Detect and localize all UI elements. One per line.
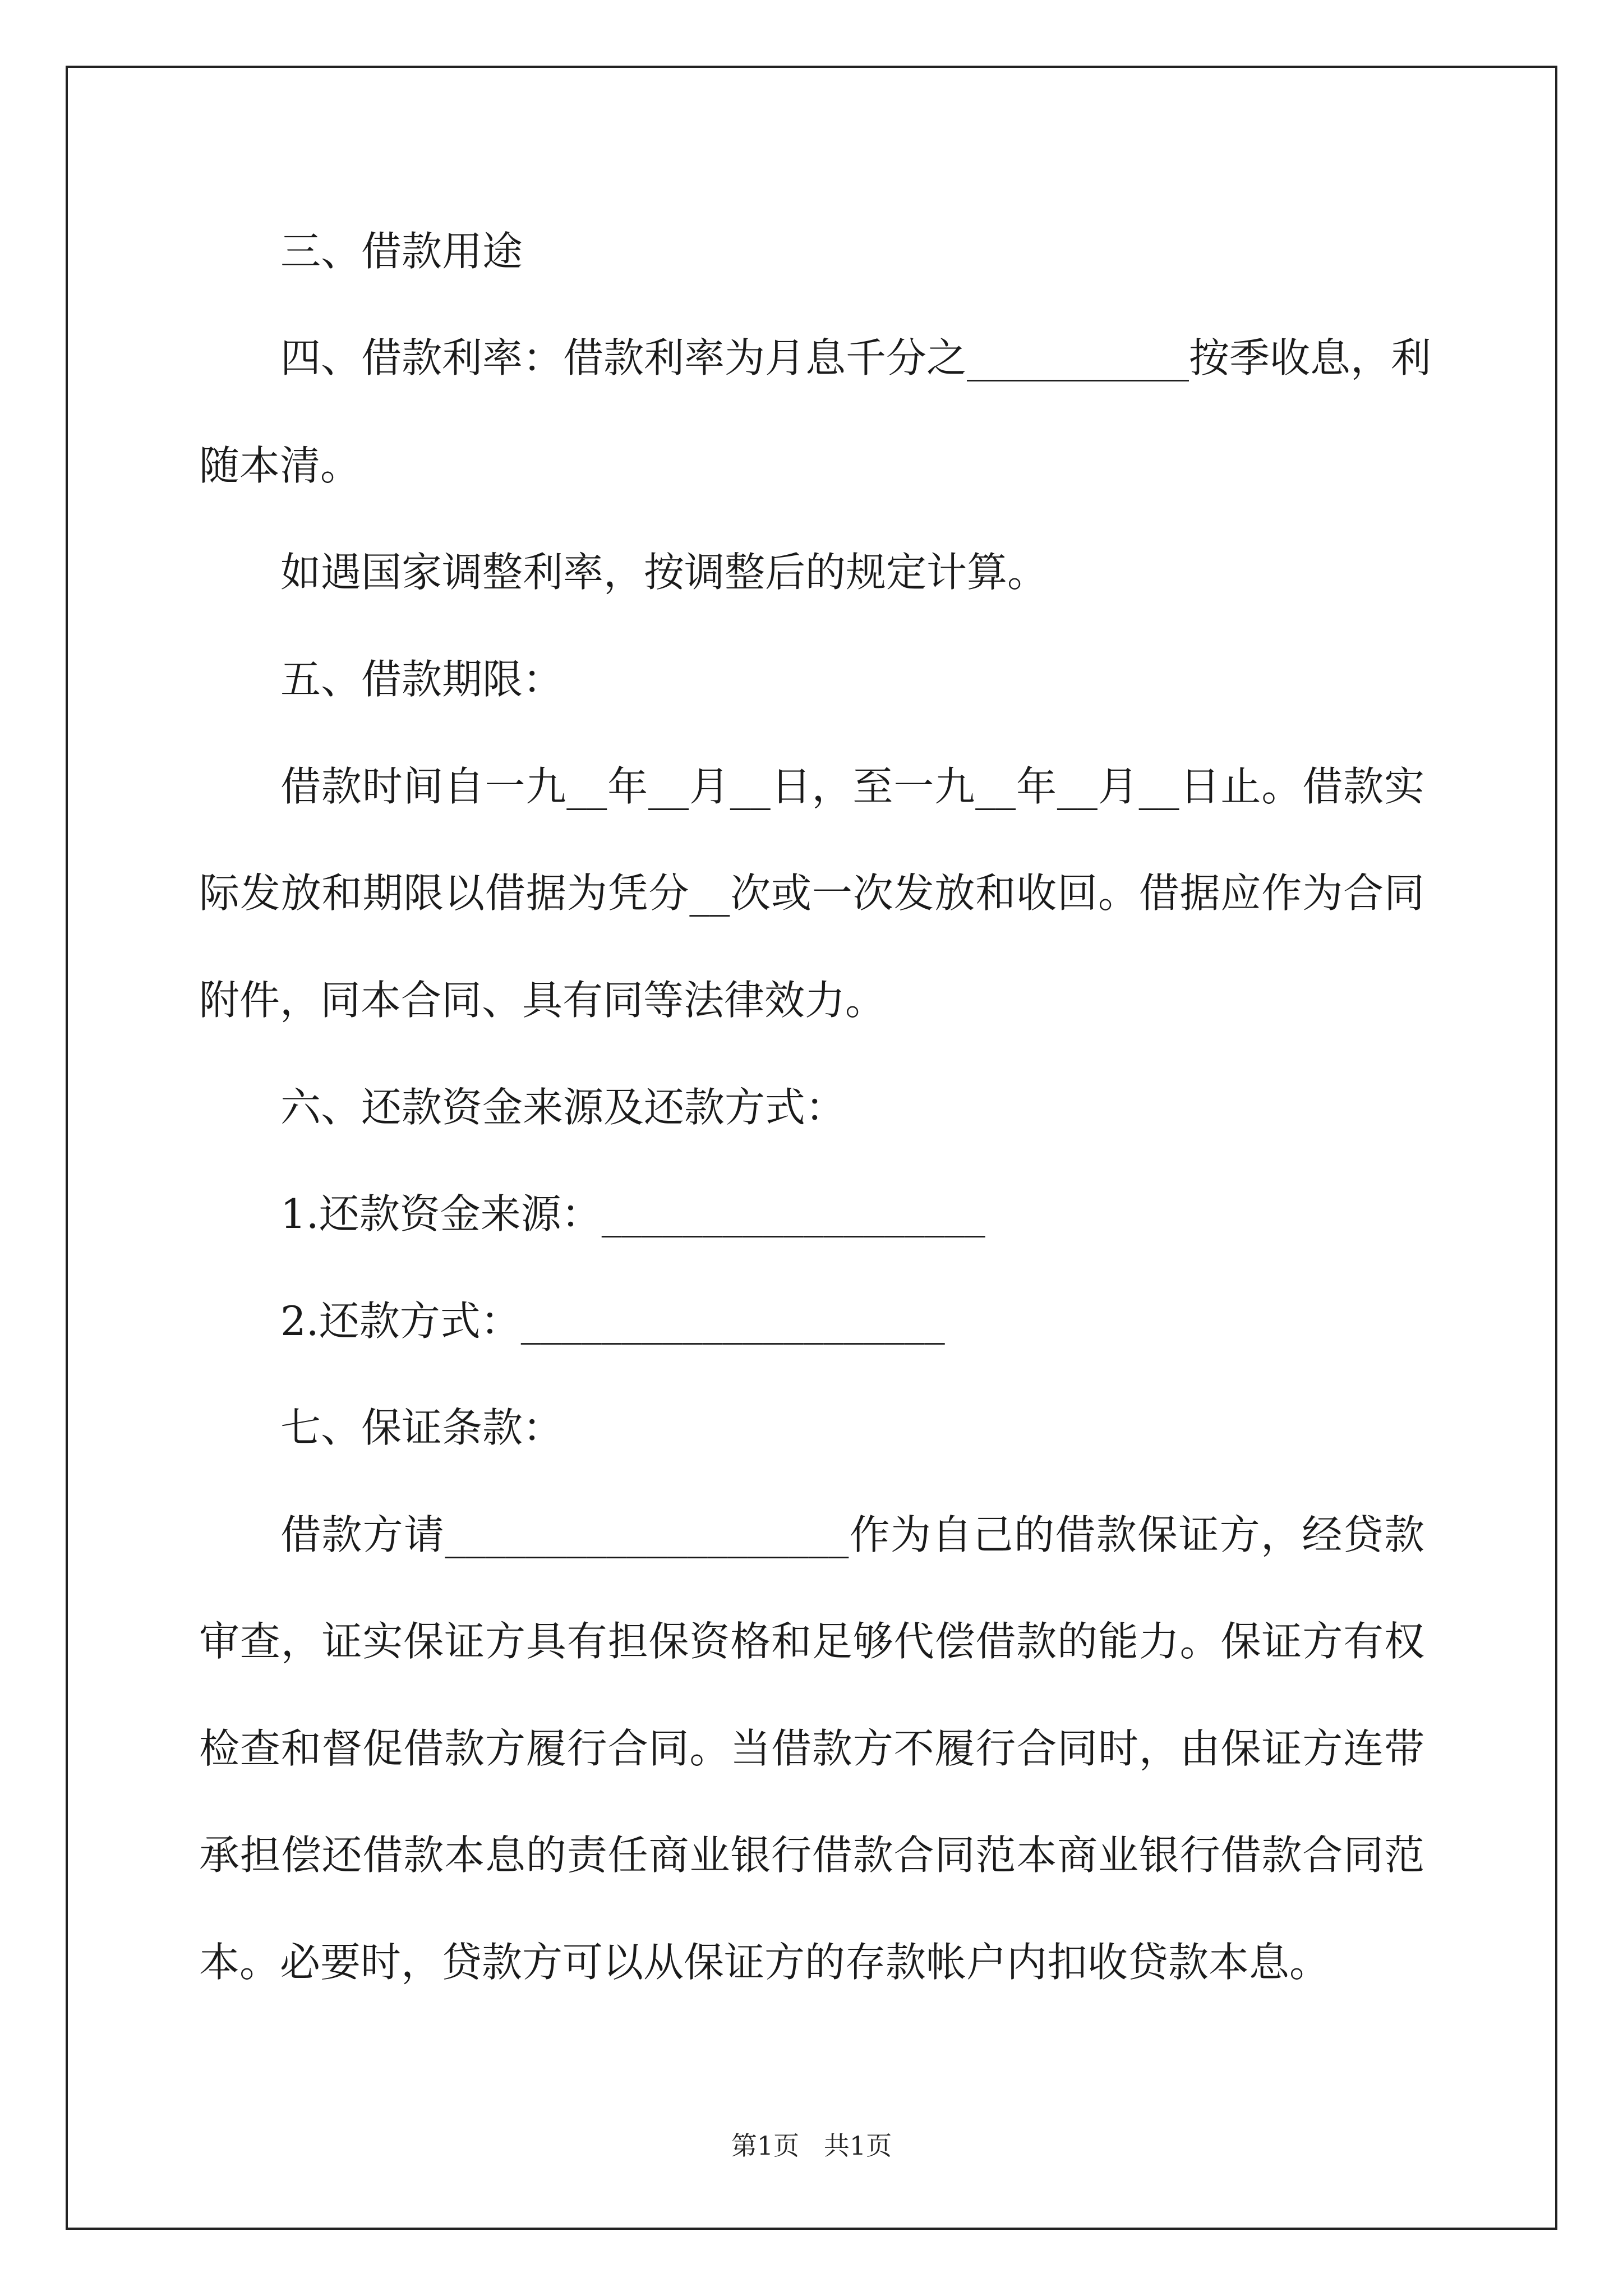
clause-3-heading: 三、借款用途 xyxy=(280,228,523,275)
repayment-source-line: 1.还款资金来源：___________________ xyxy=(280,1190,985,1237)
rate-adjustment-paragraph: 如遇国家调整利率，按调整后的规定计算。 xyxy=(280,549,1048,596)
guarantee-paragraph-line-2: 审查，证实保证方具有担保资格和足够代偿借款的能力。保证方有权 xyxy=(199,1618,1424,1665)
page-border xyxy=(66,66,1557,2230)
term-paragraph-line-2: 际发放和期限以借据为凭分__次或一次发放和收回。借据应作为合同 xyxy=(199,869,1424,917)
term-paragraph-line-3: 附件，同本合同、具有同等法律效力。 xyxy=(199,977,886,1024)
page-number-footer: 第1页 共1页 xyxy=(731,2131,892,2161)
term-paragraph-line-1: 借款时间自一九__年__月__日，至一九__年__月__日止。借款实 xyxy=(280,763,1424,810)
guarantee-paragraph-line-1: 借款方请____________________作为自己的借款保证方，经贷款 xyxy=(280,1511,1424,1558)
clause-6-heading: 六、还款资金来源及还款方式： xyxy=(280,1084,846,1131)
guarantee-paragraph-line-5: 本。必要时，贷款方可以从保证方的存款帐户内扣收贷款本息。 xyxy=(199,1939,1330,1986)
clause-4-line-2: 随本清。 xyxy=(199,442,361,489)
guarantee-paragraph-line-4: 承担偿还借款本息的责任商业银行借款合同范本商业银行借款合同范 xyxy=(199,1832,1424,1879)
clause-4-line-1: 四、借款利率：借款利率为月息千分之___________按季收息，利 xyxy=(280,334,1432,381)
clause-5-heading: 五、借款期限： xyxy=(280,656,564,703)
repayment-method-line: 2.还款方式：_____________________ xyxy=(280,1297,945,1345)
guarantee-paragraph-line-3: 检查和督促借款方履行合同。当借款方不履行合同时，由保证方连带 xyxy=(199,1725,1424,1772)
clause-7-heading: 七、保证条款： xyxy=(280,1404,564,1451)
